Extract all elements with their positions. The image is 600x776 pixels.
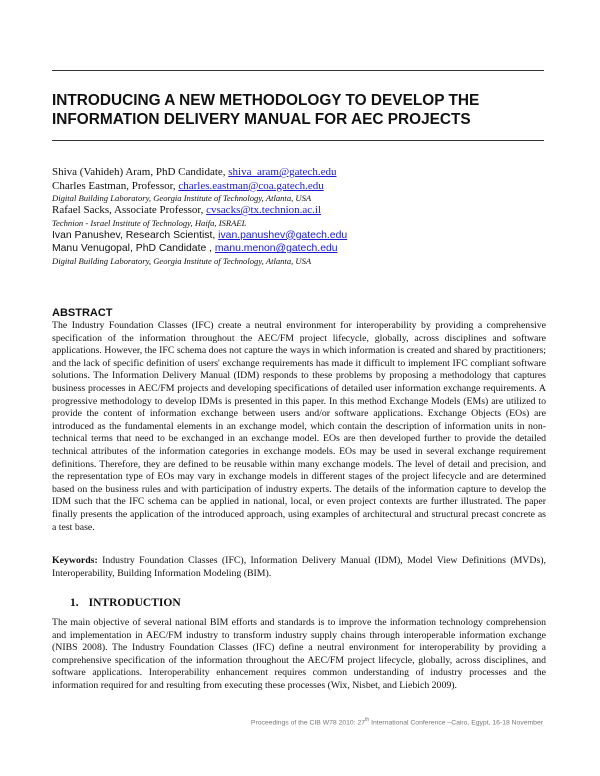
author-email-link[interactable]: manu.menon@gatech.edu [214,243,338,254]
author-line [52,242,552,256]
page-footer [251,717,543,726]
author-block [52,166,552,267]
author-name: Ivan Panushev, Research Scientist, [52,229,219,241]
author-line [52,229,552,243]
abstract-text: The Industry Foundation Classes (IFC) create a neutral environment for interoperability by providing a comprehensive specification of the information throughout the AEC/FM project lifecycle, globally, across disciplines and software applications. However, the IFC schema does not capture the ways in which information is created and shared by practitioners; and the lack of specific definition of users' exchange requirements has made it difficult to implement IFC compliant software solutions. The Information Delivery Manual (IDM) responds to these problems by proposing a methodology that captures business processes in AEC/FM projects and developing specifications of detailed user information exchange requirements. A progressive methodology to develop IDMs is presented in this paper. In this method Exchange Models (EMs) are utilized to provide the content of information exchange between users and/or software applications. Exchange Objects (EOs) are introduced as the fundamental elements in an exchange model, which contain the description of information units in non-technical terms that need to be exchanged in an exchange model. EOs are then developed further to provide the detailed technical attributes of the information categories in exchange models. EOs may be used in several exchange requirement definitions. Therefore, they are defined to be reusable within many exchange models. The level of detail and precision, and the representation type of EOs may vary in exchange models in different stages of the project lifecycle and are determined based on the business rules and with participation of industry experts. The details of the information capture to develop the IDM such that the IFC schema can be applied in national, local, or even project contexts are further illustrated. The paper finally presents the application of the introduced approach, using examples of architectural and structural precast concrete as a test base. [52,320,546,533]
keywords-label: Keywords: [52,555,98,566]
author-name: Manu Venugopal, PhD Candidate , [52,243,215,254]
paper-title: INTRODUCING A NEW METHODOLOGY TO DEVELOP THE INFORMATION DELIVERY MANUAL FOR AEC PROJECTS [52,92,480,128]
author-name: Charles Eastman, Professor, [52,179,179,192]
author-name: Rafael Sacks, Associate Professor, [52,204,207,216]
abstract-heading: ABSTRACT [52,307,113,319]
author-name: Shiva (Vahideh) Aram, PhD Candidate, [52,166,229,178]
author-email-link[interactable]: cvsacks@tx.technion.ac.il [206,204,322,216]
introduction-text: The main objective of several national BIM efforts and standards is to improve the information technology comprehension and implementation in AEC/FM industry to transform industry supply chains through interoperable information exchange (NIBS 2008). The Industry Foundation Classes (IFC) define a neutral environment for interoperability by providing a comprehensive specification of the information throughout the AEC/FM project lifecycle, globally, across disciplines, and software applications. Interoperability enhancement requires common understanding of industry processes and the information required for and resulting from executing these processes (Wix, Nisbet, and Liebich 2009). [52,617,546,691]
section-heading-introduction [70,597,181,609]
author-affiliation: Technion - Israel Institute of Technology, Haifa, ISRAEL [52,217,247,228]
author-line [52,180,552,194]
title-bottom-rule [52,140,544,141]
author-line [52,166,552,180]
author-email-link[interactable]: charles.eastman@coa.gatech.edu [178,179,324,192]
author-affiliation: Digital Building Laboratory, Georgia Institute of Technology, Atlanta, USA [52,193,312,203]
author-email-link[interactable]: ivan.panushev@gatech.edu [218,229,348,241]
title-top-rule [52,70,544,71]
footer-text-end: International Conference –Cairo, Egypt, 16-18 November [369,719,543,727]
section-title: INTRODUCTION [88,597,181,609]
author-email-link[interactable]: shiva_aram@gatech.edu [228,166,337,178]
footer-text: Proceedings of the CIB W78 2010: 27 [250,719,366,727]
section-number: 1. [70,597,79,609]
author-line [52,204,552,218]
keywords-list: Industry Foundation Classes (IFC), Information Delivery Manual (IDM), Model View Definitions (MVDs), Interoperability, Building Information Modeling (BIM). [52,555,546,579]
author-affiliation: Digital Building Laboratory, Georgia Institute of Technology, Atlanta, USA [52,255,312,266]
keywords-paragraph [52,555,546,580]
footer-superscript: th [365,717,370,723]
